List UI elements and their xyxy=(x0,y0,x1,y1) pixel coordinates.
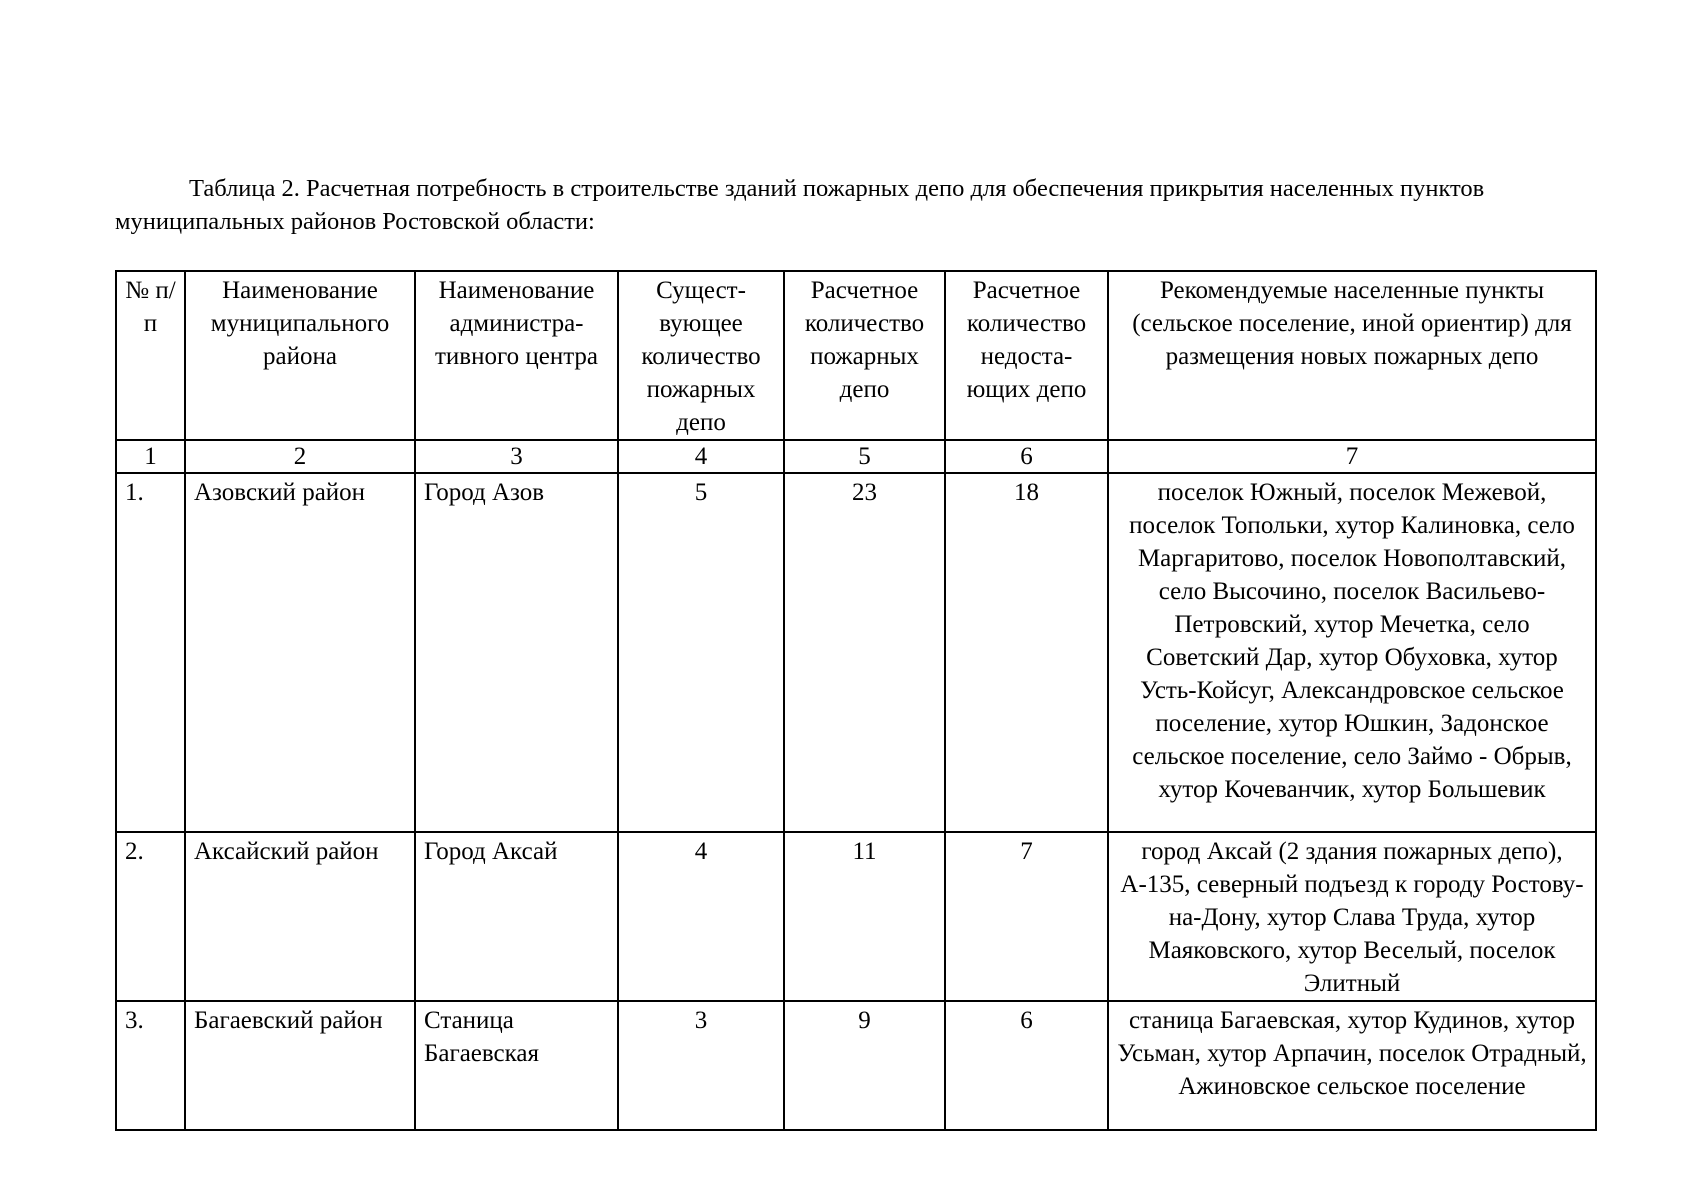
row-admin-center: Город Азов xyxy=(415,473,618,832)
header-district: Наименование муниципального района xyxy=(185,271,415,440)
header-num: № п/п xyxy=(116,271,185,440)
header-existing: Сущест-вующее количество пожарных депо xyxy=(618,271,784,440)
table-row xyxy=(116,1001,1596,1130)
row-district: Азовский район xyxy=(185,473,415,832)
row-missing: 18 xyxy=(945,473,1108,832)
column-number-row xyxy=(116,440,1596,473)
row-recommended: город Аксай (2 здания пожарных депо), А-135, северный подъезд к городу Ростову-на-Дону, хутор Слава Труда, хутор Маяковского, хутор Веселый, поселок Элитный xyxy=(1108,832,1596,1001)
row-recommended: станица Багаевская, хутор Кудинов, хутор Усьман, хутор Арпачин, поселок Отрадный, Ажиновское сельское поселение xyxy=(1108,1001,1596,1130)
row-district: Аксайский район xyxy=(185,832,415,1001)
column-number: 6 xyxy=(945,440,1108,473)
row-existing: 3 xyxy=(618,1001,784,1130)
header-estimated: Расчетное количество пожарных депо xyxy=(784,271,945,440)
row-existing: 4 xyxy=(618,832,784,1001)
table-header-row xyxy=(116,271,1596,440)
column-number: 5 xyxy=(784,440,945,473)
row-num: 3. xyxy=(116,1001,185,1130)
row-estimated: 23 xyxy=(784,473,945,832)
table-row xyxy=(116,832,1596,1001)
header-recommended: Рекомендуемые населенные пункты (сельское поселение, иной ориентир) для размещения новых пожарных депо xyxy=(1108,271,1596,440)
column-number: 7 xyxy=(1108,440,1596,473)
row-estimated: 9 xyxy=(784,1001,945,1130)
row-recommended: поселок Южный, поселок Межевой, поселок Топольки, хутор Калиновка, село Маргаритово, поселок Новополтавский, село Высочино, поселок Васильево-Петровский, хутор Мечетка, село Советский Дар, хутор Обуховка, хутор Усть-Койсуг, Александровское сельское поселение, хутор Юшкин, Задонское сельское поселение, село Займо - Обрыв, хутор Кочеванчик, хутор Большевик xyxy=(1108,473,1596,832)
table-row xyxy=(116,473,1596,832)
row-missing: 7 xyxy=(945,832,1108,1001)
row-num: 1. xyxy=(116,473,185,832)
header-missing: Расчетное количество недоста-ющих депо xyxy=(945,271,1108,440)
column-number: 2 xyxy=(185,440,415,473)
row-admin-center: Станица Багаевская xyxy=(415,1001,618,1130)
header-admin-center: Наименование администра-тивного центра xyxy=(415,271,618,440)
row-num: 2. xyxy=(116,832,185,1001)
row-estimated: 11 xyxy=(784,832,945,1001)
column-number: 4 xyxy=(618,440,784,473)
row-existing: 5 xyxy=(618,473,784,832)
column-number: 1 xyxy=(116,440,185,473)
row-district: Багаевский район xyxy=(185,1001,415,1130)
column-number: 3 xyxy=(415,440,618,473)
table-caption: Таблица 2. Расчетная потребность в строительстве зданий пожарных депо для обеспечения прикрытия населенных пунктов муниципальных районов Ростовской области: xyxy=(115,175,1485,235)
fire-depot-table xyxy=(115,270,1597,1131)
row-admin-center: Город Аксай xyxy=(415,832,618,1001)
row-missing: 6 xyxy=(945,1001,1108,1130)
